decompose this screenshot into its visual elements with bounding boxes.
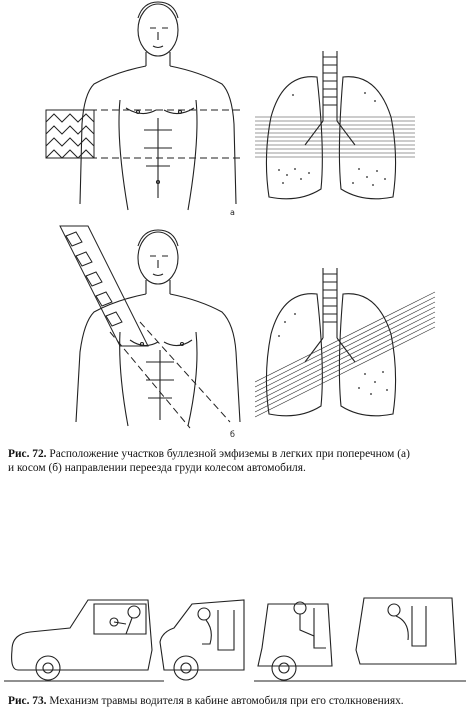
figure-72a-lungs bbox=[255, 45, 455, 205]
figure-73-caption bbox=[8, 694, 466, 708]
figure-73-number: Рис. 73. bbox=[8, 695, 47, 707]
figure-72b-lungs bbox=[255, 262, 455, 422]
figure-72-caption-line2: и косом (б) направлении переезда груди колесом автомобиля. bbox=[8, 462, 306, 474]
figure-72b-torso bbox=[40, 222, 265, 430]
figure-72a-label: а bbox=[230, 208, 235, 217]
figure-72b-label: б bbox=[230, 430, 235, 439]
figure-73-caption-text: Механизм травмы водителя в кабине автомобиля при его столкновениях. bbox=[49, 695, 404, 707]
figure-72-caption-line1: Расположение участков буллезной эмфиземы в легких при поперечном (а) bbox=[49, 448, 410, 460]
figure-72a-torso bbox=[40, 0, 265, 220]
figure-72-number: Рис. 72. bbox=[8, 448, 47, 460]
figure-73-cars bbox=[4, 578, 466, 688]
figure-72-caption bbox=[8, 447, 466, 475]
